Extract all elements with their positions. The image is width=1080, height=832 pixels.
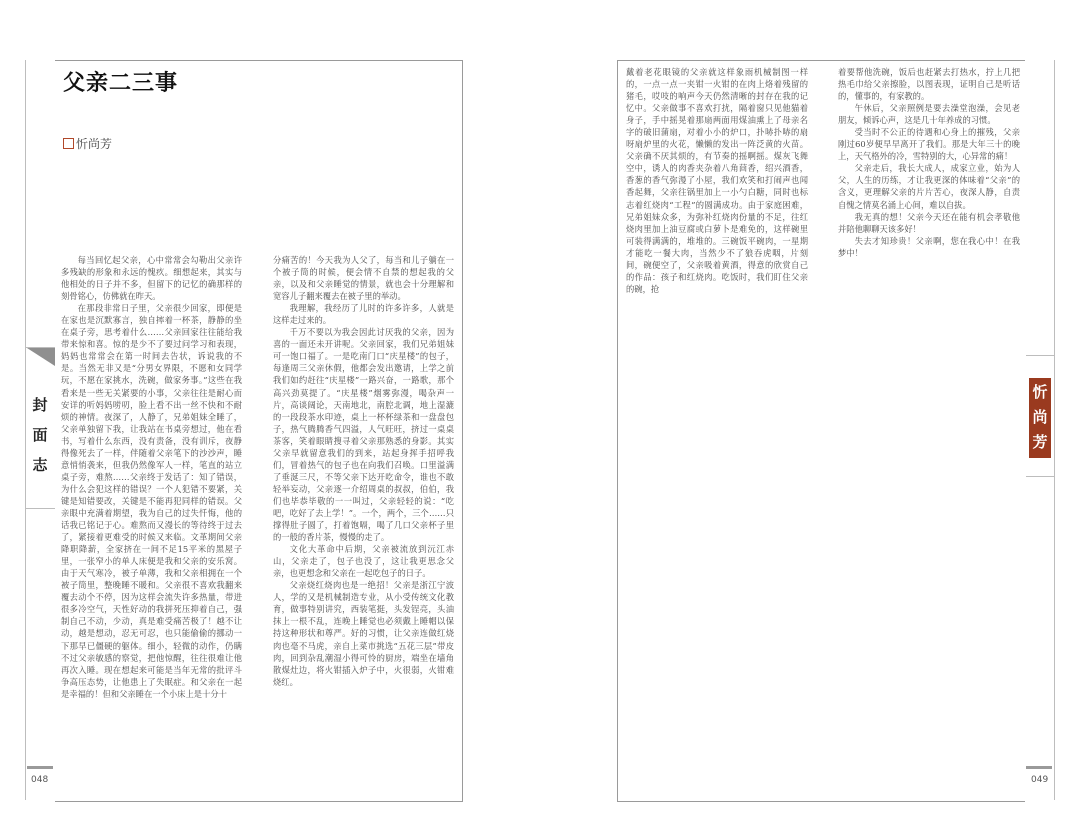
paragraph: 着要帮他洗碗，饭后也赶紧去打热水，拧上几把热毛巾给父亲擦脸，以图表现，证明自己是听话的，懂事的，有家教的。 [838,67,1020,102]
section-label: 封面志 [32,396,48,474]
paragraph: 父亲走后，我长大成人，成家立业，始为人父，人生的历练，才让我更深的体味着“父亲”的含义，更理解父亲的片片苦心，夜深人静，自责自愧之情莫名涌上心间，难以自拔。 [838,163,1020,210]
author-tab-label: 忻尚芳 [1032,383,1048,451]
author-name: 忻尚芳 [76,137,113,151]
left-column-2 [273,254,454,790]
paragraph: 我理解，我经历了儿时的许多许多，人就是这样走过来的。 [273,303,454,326]
right-column-1 [626,66,808,346]
article-author [63,135,112,152]
paragraph: 文化大革命中后期，父亲被流放到沅江赤山，父亲走了，包子也没了，这让我更思念父亲，也更想念和父亲在一起吃包子的日子。 [273,544,454,579]
paragraph: 午休后，父亲照例是要去澡堂泡澡，会见老朋友，倾诉心声，这是几十年养成的习惯。 [838,103,1020,126]
author-tab [1026,355,1054,477]
corner-triangle-icon [27,348,55,366]
paragraph: 千万不要以为我会因此讨厌我的父亲，因为喜的一面还未开讲呢。父亲回家，我们兄弟姐妹可一饱口福了。一是吃南门口“庆星楼”的包子，每逢周三父亲休假，他都会发出邀请，上学之前我们如约赶往“庆星楼”一路兴奋，一路歌，那个高兴劲莫提了。“庆星楼”烟雾弥漫，喝杂声一片，高谈阔论，天南地北，南腔北调，地上湿漉的一段段茶水印迹，桌上一杯杯绿茶和一盘盘包子，热气腾腾香气四溢，人气旺旺，挤过一桌桌茶客，笑着眼睛搜寻着父亲那熟悉的身影。其实父亲早就留意我们的到来，站起身挥手招呼我们，冒着热气的包子也在向我们召唤。口里溢满了垂涎三尺，不等父亲下达开吃命令，谁也不敢轻举妄动，父亲逐一介绍周桌的叔叔，伯伯，我们也毕恭毕敬的一一叫过，父亲轻轻的说：“吃吧，吃好了去上学！”。一个，两个，三个……只撑得肚子圆了，打着饱嗝，喝了几口父亲杯子里的一般的香片茶，慢慢的走了。 [273,327,454,543]
right-folio-bar [1026,766,1052,769]
paragraph: 父亲烧红烧肉也是一绝招！父亲是浙江宁波人，学的又是机械制造专业，从小受传统文化教育，做事特别讲究，西装笔挺，头发锃亮，头油抹上一根不乱，连晚上睡觉也必须戴上睡帽以保持这种形状和尊严。好的习惯，让父亲连做红烧肉也毫不马虎，亲自上菜市挑选“五花三层”带皮肉，回到杂乱潮湿小得可怜的厨房，端坐在墙角散煤灶边，将火钳插入炉子中，火很弱，火钳难烧红。 [273,580,454,687]
paragraph: 在那段非常日子里，父亲很少回家，即便是在家也是沉默寡言，独自摔着一杯茶，静静的坐在桌子旁，思考着什么……父亲回家往往能给我带来惊和喜。惊的是少不了要过问学习和表现，妈妈也常常会在第一时间去告状，诉说我的不是。当然无非又是“分男女界限，不愿和女同学玩，不愿在家挑水，洗碗，做家务事。”这些在我看来是一些无关紧要的小事，父亲往往是耐心而安详的听妈妈唠叨，脸上看不出一丝不快和不耐烦的神情。夜深了，人静了，兄弟姐妹全睡了，父亲单独留下我，让我站在书桌旁想过，他在看书，写着什么东西，没有责备，没有训斥，夜静得像死去了一样，伴随着父亲笔下的沙沙声，睡意悄悄袭来，但我仍然像军人一样，笔直的站立桌子旁，难熬……父亲终于发话了：知了错误，为什么会犯这样的错误？一个人犯错不要紧，关键是知错要改，关键是不能再犯同样的错误。父亲眼中充满着期望，我为自己的过失忏悔，他的话我已铭记于心。难熬而又漫长的等待终于过去了，紧接着更难受的时候又来临。文革期间父亲降职降薪，全家挤在一间不足15平米的黑屋子里，一张窄小的单人床便是我和父亲的安乐窝。由于天气寒冷，被子单薄，我和父亲相拥在一个被子筒里，整晚睡不暖和。父亲很不喜欢我翻来覆去动个不停，因为这样会流失许多热量，带进很多冷空气，天性好动的我拼死压抑着自己，强制自己不动，少动，真是难受痛苦极了！越不让动，越是想动，忍无可忍，也只能偷偷的挪动一下那早已僵硬的躯体。细小，轻微的动作，仍瞒不过父亲敏感的察觉，把他惊醒，往往很难让他再次入睡。现在想起来可能是当年无常的批评斗争高压态势，让他患上了失眠症。和父亲在一起是幸福的！但和父亲睡在一个小床上是十分十 [61,303,242,699]
article-title: 父亲二三事 [63,70,179,96]
paragraph: 失去才知珍贵！父亲啊，您在我心中！在我梦中！ [838,235,1020,258]
section-tab [25,347,55,509]
paragraph: 戴着老花眼镜的父亲就这样象雨机械制图一样的，一点一点一夹钳一火钳的在肉上烙着残留的猪毛，哎吱的响声今天仍然清晰的封存在我的记忆中。父亲做事不喜欢打扰，隔着窗只见他猫着身子，手中摇晃着那扇两面用煤油熏上了母亲名字的破旧蒲扇，对着小小的炉口，扑哧扑哧的扇呀扇炉里的火花，懒懒的发出一阵泛黄的火苗。父亲确不厌其烦的，有节奏的摇啊摇。煤灰飞舞空中，诱人的肉香夹杂着八角茴香，绍兴酒香，香葱的香气弥漫了小屋，我们欢笑和打闹声也闻香起舞，父亲往锅里加上一小勺白糖，同时也标志着红烧肉“工程”的圆满成功。由于家庭困难，兄弟姐妹众多，为弥补红烧肉份量的不足，往红烧肉里加上油豆腐或白萝卜是难免的，这样碗里可装得满满的，堆堆的。三碗饭平碗肉，一星期才能吃一餐大肉，当然少不了狼吞虎咽，片刻间，碗便空了，父亲吸着黄酒，得意的欣赏自己的作品：孩子和红烧肉。吃饭时，我们盯住父亲的碗，抢 [626,67,808,294]
left-folio-bar [27,766,53,769]
author-square-icon [63,138,74,149]
left-column-1 [61,254,242,790]
paragraph: 我无真的想！父亲今天还在能有机会孝敬他并陪他聊聊天该多好！ [838,211,1020,234]
paragraph: 分痛苦的！今天我为人父了，每当和儿子躺在一个被子筒的时候，便会情不自禁的想起我的父亲，以及和父亲睡觉的情景，就也会十分理解和宽容儿子翻来覆去在被子里的举动。 [273,255,454,302]
left-page-number: 048 [31,775,49,785]
right-page-number: 049 [1031,775,1049,785]
paragraph: 受当时不公正的待遇和心身上的摧残，父亲刚过60岁便早早离开了我们。那是大年三十的晚上，天气格外的冷，雪特别的大，心异常的痛！ [838,127,1020,162]
paragraph: 每当回忆起父亲，心中常常会勾勒出父亲许多残缺的形象和永远的愧疚。细想起来，其实与他相处的日子并不多，但留下的记忆的确那样的刻骨铭心，仿佛就在昨天。 [61,255,242,302]
right-margin-rule [1054,60,1055,800]
right-column-2 [838,66,1020,346]
